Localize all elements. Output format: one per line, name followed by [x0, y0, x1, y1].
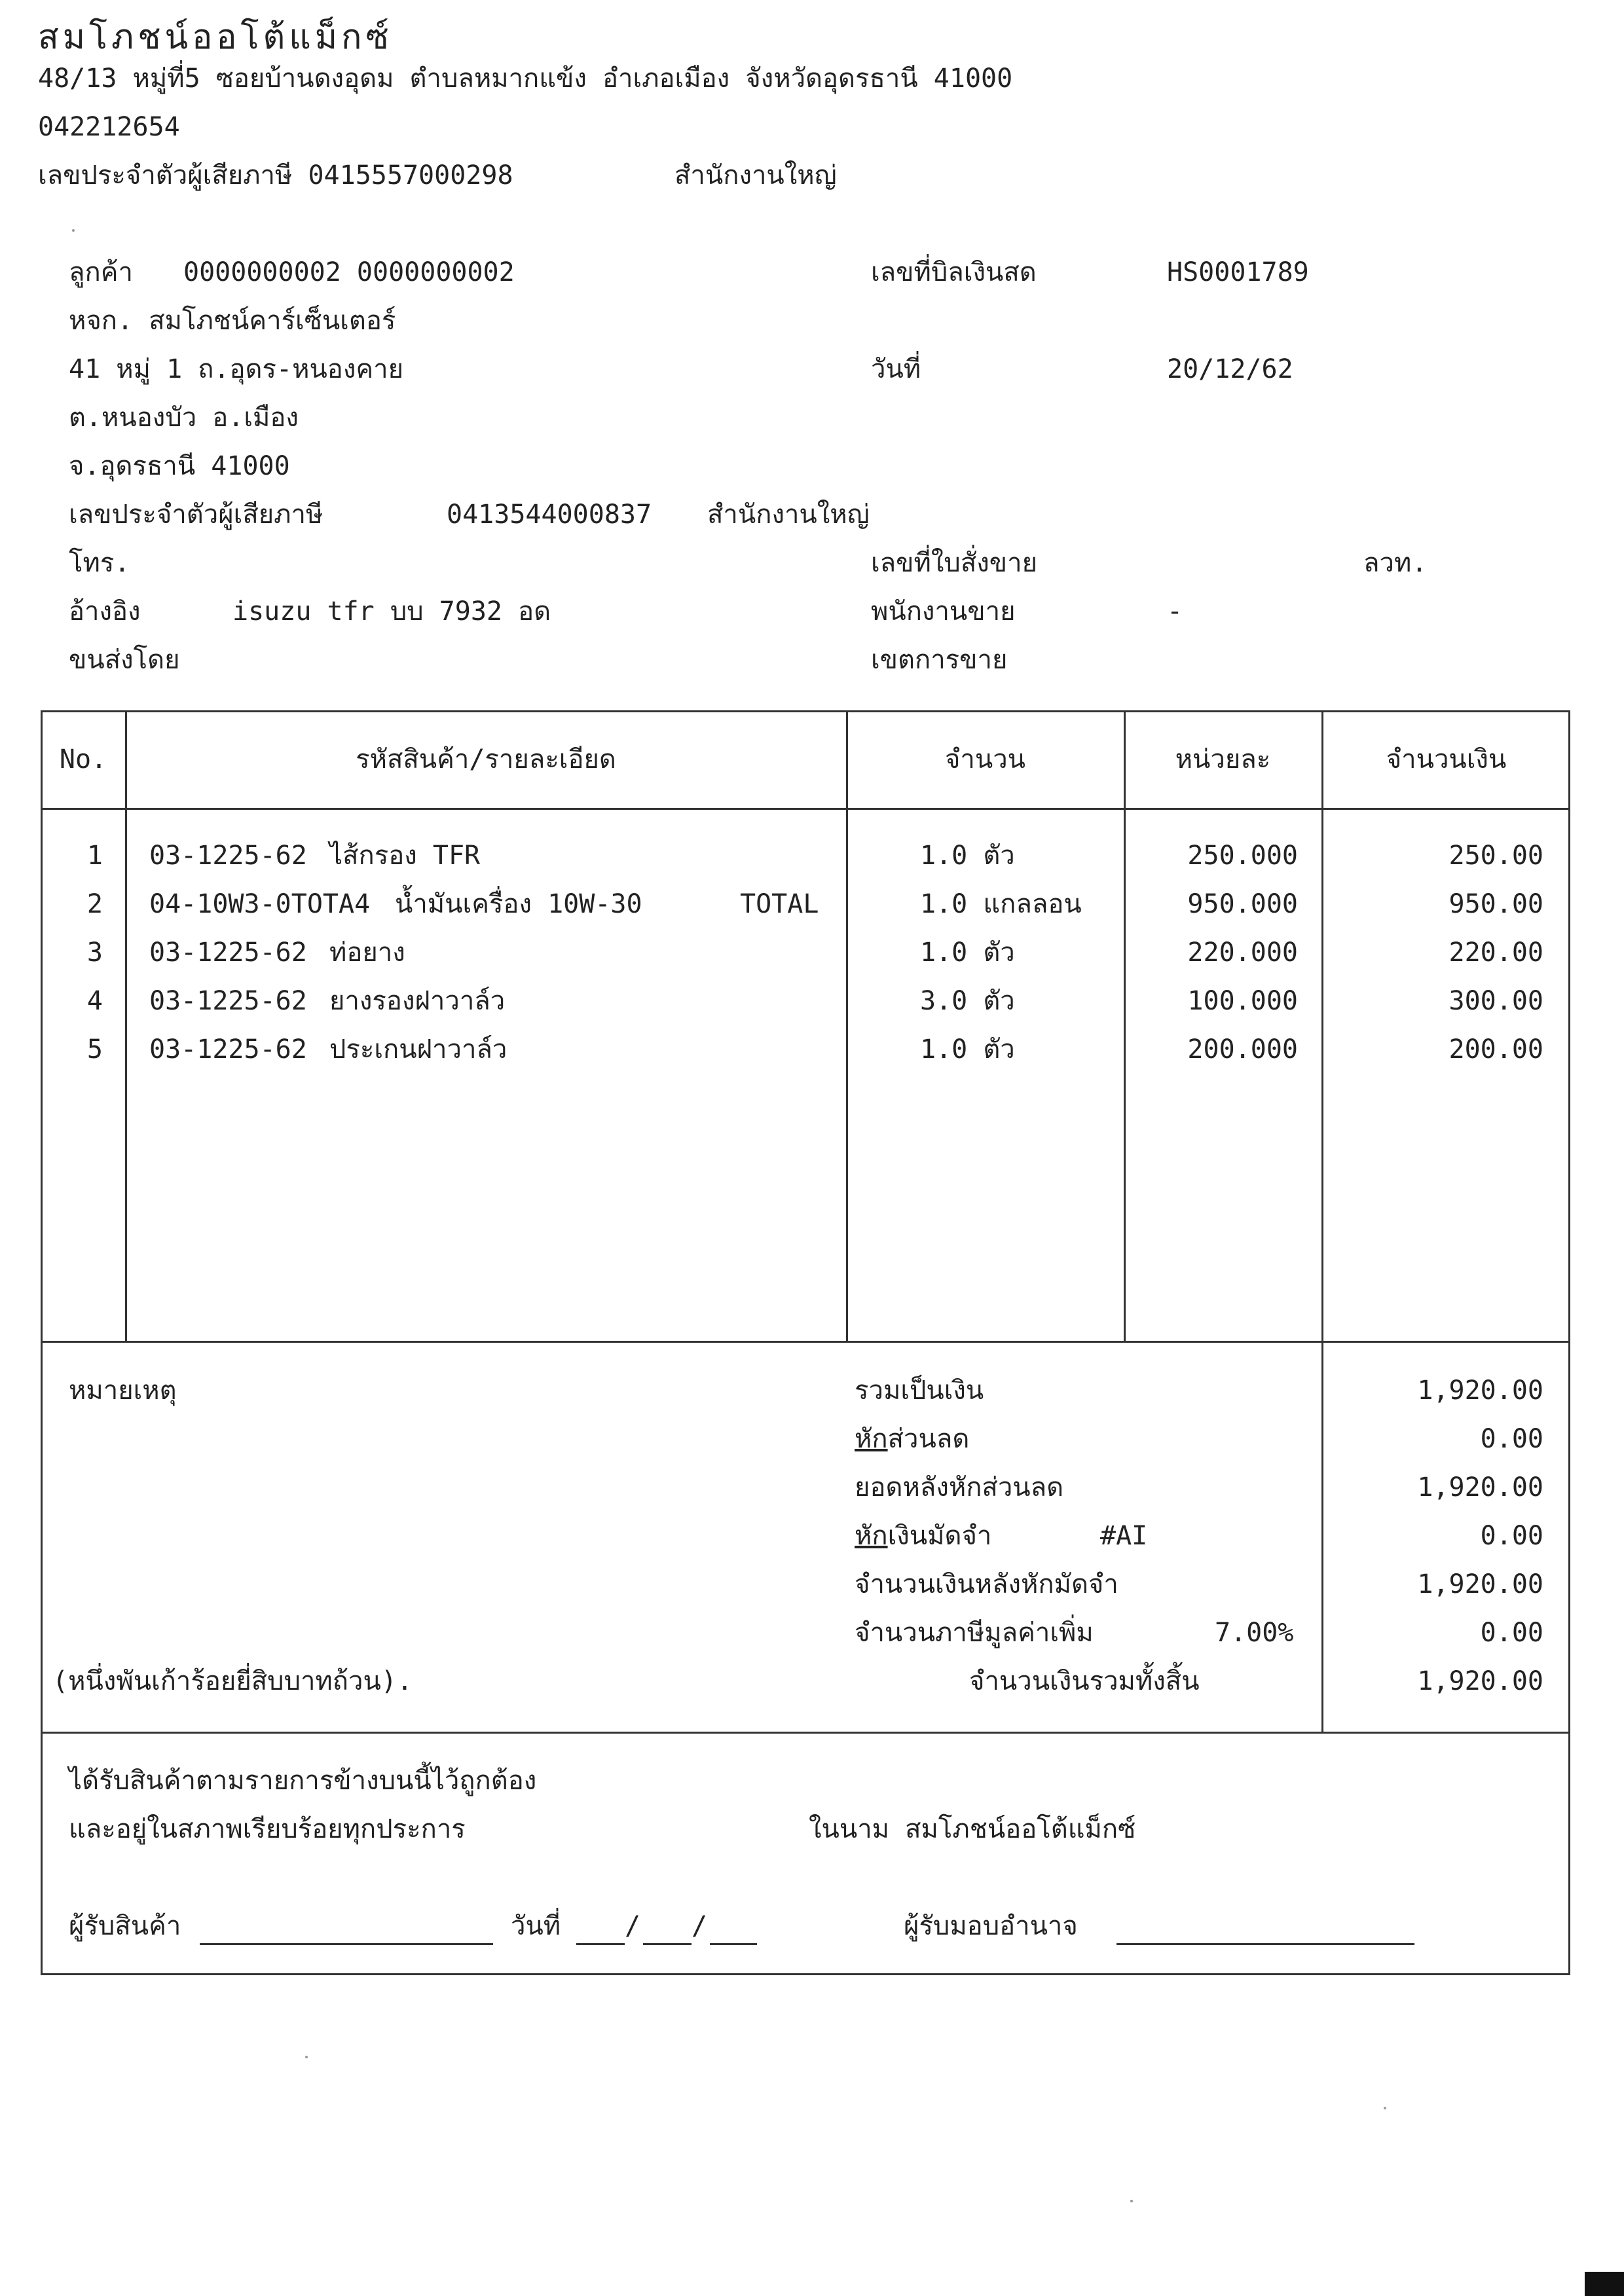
row-description: ท่อยาง: [329, 938, 405, 968]
row-description: น้ำมันเครื่อง 10W-30: [395, 889, 642, 919]
items-table: [41, 710, 1570, 1343]
company-address: 48/13 หมู่ที่5 ซอยบ้านดงอุดม ตำบลหมากแข้ง อำเภอเมือง จังหวัดอุดรธานี 41000: [38, 64, 1013, 94]
customer-branch: สำนักงานใหญ่: [707, 500, 870, 530]
remark-label: หมายเหตุ: [69, 1376, 177, 1406]
row-code: 04-10W3-0TOTA4: [149, 889, 371, 919]
receive-date-day-line: [576, 1943, 625, 1945]
row-amount: 300.00: [1449, 986, 1543, 1016]
subtotal-label: รวมเป็นเงิน: [855, 1376, 984, 1406]
grand-total-value: 1,920.00: [1417, 1666, 1543, 1696]
deposit-prefix: หัก: [855, 1521, 888, 1551]
company-phone: 042212654: [38, 112, 180, 142]
row-amount: 200.00: [1449, 1034, 1543, 1065]
customer-address-1: 41 หมู่ 1 ถ.อุดร-หนองคาย: [69, 354, 404, 384]
discount-label: [855, 1423, 969, 1455]
sales-order-label: เลขที่ใบสั่งขาย: [871, 548, 1038, 578]
after-deposit-label: จำนวนเงินหลังหักมัดจำ: [855, 1569, 1118, 1599]
row-extra: TOTAL: [740, 889, 819, 919]
bill-number-label: เลขที่บิลเงินสด: [871, 257, 1037, 287]
row-no: 3: [86, 938, 103, 968]
discount-value: 0.00: [1480, 1424, 1543, 1454]
receiver-label: ผู้รับสินค้า: [69, 1911, 181, 1941]
reference-label: อ้างอิง: [69, 596, 141, 627]
discount-text: ส่วนลด: [887, 1424, 970, 1454]
bill-date-label: วันที่: [871, 354, 921, 384]
receive-date-label: วันที่: [511, 1911, 561, 1941]
vat-value: 0.00: [1480, 1618, 1543, 1648]
row-no: 2: [86, 889, 103, 919]
col-divider-desc: [846, 710, 848, 1343]
customer-label: ลูกค้า: [69, 257, 133, 287]
row-code: 03-1225-62: [149, 841, 307, 871]
header-description: รหัสสินค้า/รายละเอียด: [356, 744, 616, 774]
row-unit-price: 950.000: [1187, 889, 1298, 919]
scan-speck: [72, 229, 75, 232]
row-description: ไส้กรอง TFR: [329, 841, 481, 871]
row-code: 03-1225-62: [149, 938, 307, 968]
row-quantity: 3.0 ตัว: [920, 986, 1015, 1016]
date-separator: /: [692, 1911, 708, 1941]
scan-edge-mark: [1585, 2272, 1624, 2296]
grand-total-label: จำนวนเงินรวมทั้งสิ้น: [969, 1666, 1200, 1696]
deposit-code: #AI: [1100, 1521, 1148, 1551]
customer-tax-label: เลขประจำตัวผู้เสียภาษี: [69, 500, 323, 530]
row-code: 03-1225-62: [149, 986, 307, 1016]
row-unit-price: 200.000: [1187, 1034, 1298, 1065]
scan-speck: [1130, 2200, 1133, 2202]
header-no: No.: [59, 744, 107, 774]
row-no: 5: [86, 1034, 103, 1065]
amount-in-words: (หนึ่งพันเก้าร้อยยี่สิบบาทถ้วน).: [52, 1666, 413, 1696]
row-unit-price: 250.000: [1187, 841, 1298, 871]
company-branch: สำนักงานใหญ่: [674, 160, 837, 191]
date-separator: /: [625, 1911, 641, 1941]
sales-area-label: เขตการขาย: [871, 645, 1008, 675]
deposit-value: 0.00: [1480, 1521, 1543, 1551]
table-header-divider: [41, 808, 1570, 810]
row-amount: 220.00: [1449, 938, 1543, 968]
customer-address-2: ต.หนองบัว อ.เมือง: [69, 403, 299, 433]
row-unit-price: 100.000: [1187, 986, 1298, 1016]
subtotal-value: 1,920.00: [1417, 1376, 1543, 1406]
after-deposit-value: 1,920.00: [1417, 1569, 1543, 1599]
sales-order-value: ลวท.: [1363, 548, 1428, 578]
customer-name: หจก. สมโภชน์คาร์เซ็นเตอร์: [69, 306, 396, 336]
receive-date-month-line: [643, 1943, 692, 1945]
header-quantity: จำนวน: [944, 744, 1026, 774]
scan-speck: [1384, 2107, 1386, 2109]
row-amount: 950.00: [1449, 889, 1543, 919]
reference-value: isuzu tfr บบ 7932 อด: [232, 596, 551, 627]
header-unit-price: หน่วยละ: [1175, 744, 1271, 774]
row-quantity: 1.0 ตัว: [920, 841, 1015, 871]
col-divider-price: [1321, 710, 1323, 1343]
customer-address-3: จ.อุดรธานี 41000: [69, 451, 290, 481]
salesperson-label: พนักงานขาย: [871, 596, 1016, 627]
authorized-signature-line: [1116, 1943, 1414, 1945]
row-code: 03-1225-62: [149, 1034, 307, 1065]
customer-phone-label: โทร.: [69, 548, 130, 578]
bill-number: HS0001789: [1167, 257, 1309, 287]
row-unit-price: 220.000: [1187, 938, 1298, 968]
authorized-label: ผู้รับมอบอำนาจ: [904, 1911, 1078, 1941]
received-statement-1: ได้รับสินค้าตามรายการข้างบนนี้ไว้ถูกต้อง: [69, 1766, 537, 1796]
row-no: 1: [86, 841, 103, 871]
customer-code: 0000000002 0000000002: [183, 257, 515, 287]
after-discount-value: 1,920.00: [1417, 1472, 1543, 1503]
scan-speck: [305, 2056, 308, 2058]
discount-prefix: หัก: [855, 1424, 888, 1454]
row-quantity: 1.0 แกลลอน: [920, 889, 1082, 919]
on-behalf-of: ในนาม สมโภชน์ออโต้แม็กซ์: [809, 1814, 1136, 1844]
row-quantity: 1.0 ตัว: [920, 938, 1015, 968]
company-tax-id: เลขประจำตัวผู้เสียภาษี 0415557000298: [38, 160, 513, 191]
vat-rate: 7.00%: [1215, 1618, 1294, 1648]
deposit-text: เงินมัดจำ: [887, 1521, 992, 1551]
row-description: ยางรองฝาวาล์ว: [329, 986, 506, 1016]
col-divider-no: [125, 710, 127, 1343]
row-description: ประเกนฝาวาล์ว: [329, 1034, 507, 1065]
received-statement-2: และอยู่ในสภาพเรียบร้อยทุกประการ: [69, 1814, 466, 1844]
salesperson-value: -: [1167, 596, 1183, 627]
receiver-signature-line: [200, 1943, 493, 1945]
after-discount-label: ยอดหลังหักส่วนลด: [855, 1472, 1064, 1503]
company-name: สมโภชน์ออโต้แม็กซ์: [38, 18, 393, 57]
bill-date: 20/12/62: [1167, 354, 1293, 384]
receive-date-year-line: [710, 1943, 757, 1945]
row-amount: 250.00: [1449, 841, 1543, 871]
vat-label: จำนวนภาษีมูลค่าเพิ่ม: [855, 1618, 1094, 1648]
deposit-label: [855, 1520, 991, 1552]
shipping-label: ขนส่งโดย: [69, 645, 180, 675]
row-no: 4: [86, 986, 103, 1016]
col-divider-qty: [1124, 710, 1126, 1343]
header-amount: จำนวนเงิน: [1386, 744, 1507, 774]
customer-tax-id: 0413544000837: [447, 500, 652, 530]
row-quantity: 1.0 ตัว: [920, 1034, 1015, 1065]
